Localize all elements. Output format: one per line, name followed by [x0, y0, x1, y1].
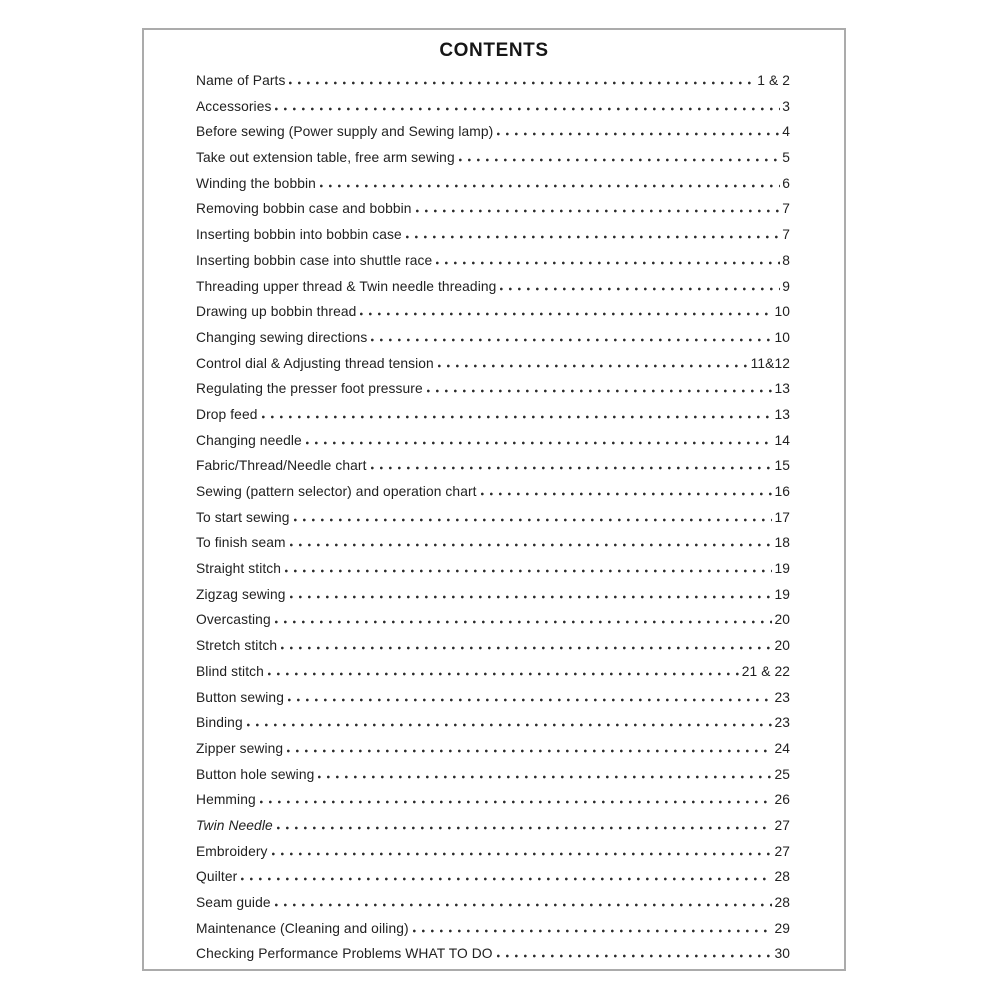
toc-entry-page: 3 [782, 98, 790, 114]
toc-entry-label: Overcasting [196, 612, 271, 628]
toc-entry [196, 68, 790, 94]
toc-entry-label: Sewing (pattern selector) and operation chart [196, 484, 477, 499]
dot-leader [481, 492, 773, 496]
toc-entry [196, 787, 790, 813]
dot-leader [290, 543, 773, 547]
dot-leader [406, 235, 780, 239]
toc-entry [196, 582, 790, 608]
dot-leader [290, 595, 773, 599]
toc-entry-label: Blind stitch [196, 663, 264, 679]
toc-entry-label: Stretch stitch [196, 638, 278, 654]
toc-entry-label: Changing needle [196, 432, 302, 448]
toc-entry-page: 26 [774, 792, 790, 808]
toc-entry-label: Winding the bobbin [196, 175, 316, 191]
dot-leader [413, 929, 773, 933]
toc-entry-label: Zigzag sewing [196, 586, 286, 602]
toc-entry [196, 222, 790, 248]
dot-leader [320, 184, 780, 188]
toc-entry-page: 15 [774, 458, 790, 474]
toc-entry-page: 11&12 [750, 355, 790, 371]
toc-entry [196, 196, 790, 222]
toc-entry-page: 17 [774, 509, 790, 525]
dot-leader [497, 132, 780, 136]
toc-entry-label: Inserting bobbin into bobbin case [196, 227, 402, 243]
toc-entry-page: 23 [774, 689, 790, 705]
toc-entry-label: Seam guide [196, 895, 271, 910]
toc-entry [196, 248, 790, 274]
toc-entry-label: Drawing up bobbin thread [196, 304, 357, 320]
dot-leader [318, 775, 772, 779]
toc-entry-page: 20 [774, 612, 790, 628]
toc-entry-label: Twin Needle [196, 817, 273, 833]
toc-entry-label: Accessories [196, 98, 272, 114]
toc-entry-page: 14 [774, 432, 790, 448]
dot-leader [287, 749, 772, 753]
dot-leader [262, 415, 773, 419]
toc-entry-page: 1 & 2 [757, 73, 790, 88]
toc-entry-page: 8 [782, 252, 790, 268]
dot-leader [281, 646, 772, 650]
toc-entry-page: 6 [782, 175, 790, 191]
toc-entry [196, 864, 790, 890]
toc-entry [196, 607, 790, 633]
toc-entry-label: Binding [196, 715, 243, 731]
toc-entry [196, 710, 790, 736]
toc-entry [196, 402, 790, 428]
toc-entry-page: 24 [774, 740, 790, 756]
manual-toc-page [142, 28, 846, 971]
toc-entry [196, 556, 790, 582]
dot-leader [436, 261, 780, 265]
toc-entry [196, 505, 790, 531]
toc-entry [196, 171, 790, 197]
toc-entry [196, 325, 790, 351]
toc-entry-label: Hemming [196, 792, 256, 808]
toc-entry [196, 633, 790, 659]
toc-entry [196, 736, 790, 762]
dot-leader [277, 826, 773, 830]
dot-leader [500, 287, 780, 291]
toc-entry [196, 530, 790, 556]
toc-entry [196, 916, 790, 942]
toc-entry [196, 94, 790, 120]
dot-leader [285, 569, 772, 573]
toc-entry [196, 762, 790, 788]
toc-entry-page: 23 [774, 715, 790, 731]
toc-entry-label: Control dial & Adjusting thread tension [196, 355, 434, 371]
toc-entry-label: Button sewing [196, 689, 284, 705]
dot-leader [289, 81, 755, 85]
toc-entry-label: Zipper sewing [196, 740, 284, 756]
toc-entry-label: Name of Parts [196, 73, 286, 88]
toc-entry-page: 19 [774, 561, 790, 577]
toc-entry-label: Drop feed [196, 406, 258, 422]
toc-entry-label: Removing bobbin case and bobbin [196, 201, 412, 217]
dot-leader [371, 338, 772, 342]
dot-leader [241, 877, 772, 881]
toc-entry [196, 890, 790, 916]
toc-entry-label: Maintenance (Cleaning and oiling) [196, 920, 409, 936]
toc-entry-label: Inserting bobbin case into shuttle race [196, 252, 433, 268]
toc-entry-page: 18 [774, 535, 790, 551]
toc-entry-page: 7 [782, 227, 790, 243]
dot-leader [275, 107, 780, 111]
toc-entry-label: Fabric/Thread/Needle chart [196, 458, 367, 474]
toc-entry [196, 479, 790, 505]
toc-entry-page: 13 [774, 406, 790, 422]
toc-entry [196, 941, 790, 967]
toc-entry [196, 685, 790, 711]
toc-list [144, 65, 844, 967]
toc-entry-label: Regulating the presser foot pressure [196, 381, 423, 397]
toc-entry [196, 376, 790, 402]
toc-entry [196, 299, 790, 325]
toc-entry-label: Straight stitch [196, 561, 282, 577]
toc-entry-label: To finish seam [196, 535, 286, 551]
toc-entry-page: 19 [774, 586, 790, 602]
toc-entry-page: 28 [774, 895, 790, 910]
toc-entry-label: Take out extension table, free arm sewing [196, 150, 455, 166]
dot-leader [438, 364, 749, 368]
dot-leader [272, 852, 773, 856]
dot-leader [416, 209, 781, 213]
toc-entry-page: 27 [774, 817, 790, 833]
toc-entry-label: Button hole sewing [196, 766, 315, 782]
page-title: CONTENTS [439, 40, 549, 61]
toc-entry-page: 21 & 22 [741, 663, 790, 679]
dot-leader [268, 672, 740, 676]
dot-leader [275, 903, 773, 907]
toc-entry-page: 10 [774, 304, 790, 320]
dot-leader [459, 158, 781, 162]
toc-entry [196, 839, 790, 865]
toc-entry [196, 813, 790, 839]
toc-entry [196, 659, 790, 685]
dot-leader [260, 800, 773, 804]
dot-leader [247, 723, 773, 727]
toc-entry-label: Checking Performance Problems WHAT TO DO [196, 946, 493, 962]
toc-entry-page: 7 [782, 201, 790, 217]
dot-leader [275, 620, 773, 624]
dot-leader [371, 466, 773, 470]
toc-entry-page: 5 [782, 150, 790, 166]
dot-leader [427, 389, 773, 393]
toc-entry-page: 10 [774, 329, 790, 345]
toc-entry [196, 274, 790, 300]
toc-entry-label: Changing sewing directions [196, 329, 368, 345]
toc-entry [196, 428, 790, 454]
toc-entry-page: 20 [774, 638, 790, 654]
toc-entry-page: 9 [782, 278, 790, 294]
dot-leader [294, 518, 773, 522]
toc-entry-label: Quilter [196, 869, 238, 885]
toc-entry-page: 4 [782, 124, 790, 140]
toc-entry-page: 27 [774, 843, 790, 859]
toc-entry-page: 28 [774, 869, 790, 885]
toc-entry-label: Embroidery [196, 843, 268, 859]
toc-entry [196, 119, 790, 145]
toc-entry-label: Threading upper thread & Twin needle threading [196, 278, 497, 294]
toc-entry-page: 13 [774, 381, 790, 397]
dot-leader [497, 954, 773, 958]
toc-entry-page: 16 [774, 484, 790, 499]
toc-entry [196, 453, 790, 479]
dot-leader [288, 698, 772, 702]
toc-entry-page: 25 [774, 766, 790, 782]
toc-entry-label: To start sewing [196, 509, 290, 525]
toc-entry [196, 351, 790, 377]
toc-entry [196, 145, 790, 171]
toc-entry-label: Before sewing (Power supply and Sewing lamp) [196, 124, 494, 140]
toc-entry-page: 30 [774, 946, 790, 962]
toc-entry-page: 29 [774, 920, 790, 936]
dot-leader [360, 312, 772, 316]
dot-leader [306, 441, 773, 445]
